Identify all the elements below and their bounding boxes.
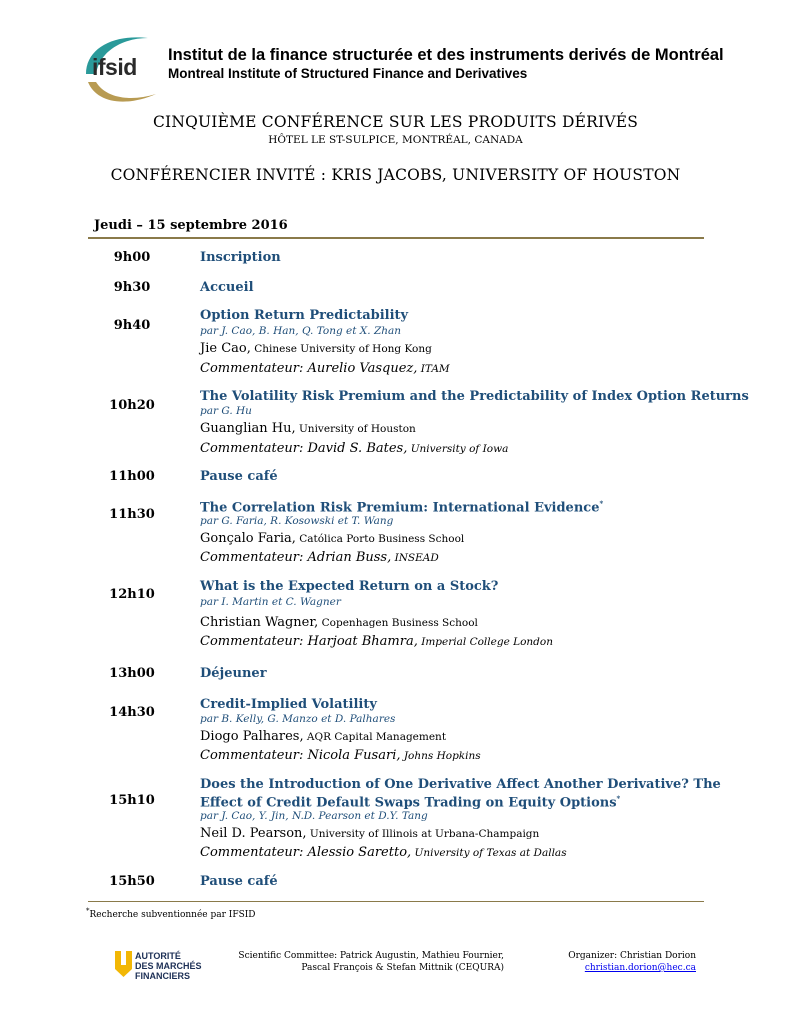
session-title-line2 [200, 794, 620, 810]
session-presenter [200, 341, 432, 356]
session-title: Option Return Predictability [200, 308, 409, 323]
session-time: 15h10 [109, 793, 155, 808]
footnote-mark: * [86, 907, 90, 915]
footnote-text: Recherche subventionnée par IFSID [89, 910, 256, 920]
discussant-name: Commentateur: Nicola Fusari, [200, 748, 401, 763]
session-presenter [200, 615, 478, 630]
footnote-mark: * [599, 499, 604, 508]
presenter-affiliation: University of Houston [295, 423, 416, 435]
amf-line: FINANCIERS [135, 971, 191, 981]
session-presenter [200, 421, 416, 436]
ifsid-logo [78, 30, 168, 110]
session-authors: par G. Hu [200, 405, 252, 417]
session-title: Déjeuner [200, 666, 267, 681]
session-title: Credit-Implied Volatility [200, 697, 377, 712]
presenter-affiliation: Católica Porto Business School [295, 533, 465, 545]
presenter-affiliation: Copenhagen Business School [318, 617, 478, 629]
session-title-text: Effect of Credit Default Swaps Trading on Equity Options [200, 795, 617, 811]
discussant-name: Commentateur: David S. Bates, [200, 441, 408, 456]
amf-line: DES MARCHÉS [135, 961, 202, 971]
session-title: The Volatility Risk Premium and the Predictability of Index Option Returns [200, 389, 749, 404]
session-discussant [200, 845, 567, 860]
org-name-fr: Institut de la finance structurée et des instruments derivés de Montréal [168, 46, 724, 64]
presenter-name: Guanglian Hu, [200, 421, 296, 436]
session-discussant [200, 441, 508, 456]
discussant-affiliation: University of Iowa [407, 443, 509, 455]
day-heading: Jeudi – 15 septembre 2016 [94, 218, 288, 233]
session-title: Pause café [200, 469, 278, 484]
footnote-mark: * [616, 794, 621, 803]
amf-logo-icon [115, 951, 132, 977]
session-authors: par G. Faria, R. Kosowski et T. Wang [200, 515, 394, 527]
committee-line: Scientific Committee: Patrick Augustin, Mathieu Fournier, [238, 951, 504, 961]
session-authors: par J. Cao, B. Han, Q. Tong et X. Zhan [200, 325, 402, 337]
session-time: 15h50 [109, 874, 155, 889]
footnote [86, 907, 256, 920]
session-discussant [200, 361, 450, 376]
session-discussant [200, 634, 553, 649]
presenter-affiliation: Chinese University of Hong Kong [250, 343, 432, 355]
discussant-affiliation: ITAM [417, 363, 450, 375]
committee-line: Pascal François & Stefan Mittnik (CEQURA) [301, 963, 504, 973]
organizer-email-link[interactable]: christian.dorion@hec.ca [584, 963, 696, 973]
discussant-affiliation: University of Texas at Dallas [411, 847, 567, 859]
presenter-name: Diogo Palhares, [200, 729, 304, 744]
session-title-text: The Correlation Risk Premium: International Evidence [200, 500, 600, 516]
session-time: 10h20 [109, 398, 155, 413]
org-name-en: Montreal Institute of Structured Finance and Derivatives [168, 66, 528, 81]
session-time: 13h00 [109, 666, 155, 681]
session-discussant [200, 748, 481, 763]
session-title: Pause café [200, 874, 278, 889]
session-authors: par B. Kelly, G. Manzo et D. Palhares [200, 713, 396, 725]
discussant-name: Commentateur: Aurelio Vasquez, [200, 361, 418, 376]
session-presenter [200, 729, 446, 744]
logo-word: ifsid [92, 54, 137, 80]
discussant-affiliation: Johns Hopkins [400, 750, 481, 762]
conference-venue: HÔTEL LE ST-SULPICE, MONTRÉAL, CANADA [268, 134, 523, 146]
presenter-name: Gonçalo Faria, [200, 531, 296, 546]
session-time: 9h00 [113, 250, 151, 265]
amf-line: AUTORITÉ [135, 951, 181, 961]
session-time: 14h30 [109, 705, 155, 720]
organizer-info [560, 950, 696, 974]
discussant-name: Commentateur: Adrian Buss, [200, 550, 392, 565]
presenter-name: Jie Cao, [200, 341, 251, 356]
amf-logo-text [135, 951, 202, 981]
presenter-name: Christian Wagner, [200, 615, 319, 630]
session-time: 11h00 [109, 469, 155, 484]
session-time: 9h40 [113, 318, 151, 333]
session-title: Inscription [200, 250, 281, 265]
scientific-committee [230, 950, 504, 974]
session-title: Accueil [200, 280, 254, 295]
session-time: 11h30 [109, 507, 155, 522]
session-title: What is the Expected Return on a Stock? [200, 579, 499, 594]
session-title [200, 499, 603, 515]
presenter-affiliation: AQR Capital Management [303, 731, 447, 743]
session-time: 12h10 [109, 587, 155, 602]
session-authors: par I. Martin et C. Wagner [200, 596, 341, 608]
session-time: 9h30 [113, 280, 151, 295]
discussant-affiliation: Imperial College London [417, 636, 553, 648]
organizer-name: Organizer: Christian Dorion [568, 951, 696, 961]
session-title: Does the Introduction of One Derivative Affect Another Derivative? The [200, 777, 721, 792]
conference-title: CINQUIÈME CONFÉRENCE SUR LES PRODUITS DÉRIVÉS [152, 113, 639, 131]
guest-speaker: CONFÉRENCIER INVITÉ : KRIS JACOBS, UNIVERSITY OF HOUSTON [110, 166, 681, 184]
discussant-affiliation: INSEAD [391, 552, 439, 564]
session-presenter [200, 826, 539, 841]
presenter-name: Neil D. Pearson, [200, 826, 307, 841]
session-authors: par J. Cao, Y. Jin, N.D. Pearson et D.Y. Tang [200, 810, 428, 822]
presenter-affiliation: University of Illinois at Urbana-Champaign [306, 828, 540, 840]
bottom-rule [88, 901, 704, 902]
session-discussant [200, 550, 439, 565]
discussant-name: Commentateur: Harjoat Bhamra, [200, 634, 418, 649]
session-presenter [200, 531, 464, 546]
discussant-name: Commentateur: Alessio Saretto, [200, 845, 412, 860]
top-rule [88, 237, 704, 239]
